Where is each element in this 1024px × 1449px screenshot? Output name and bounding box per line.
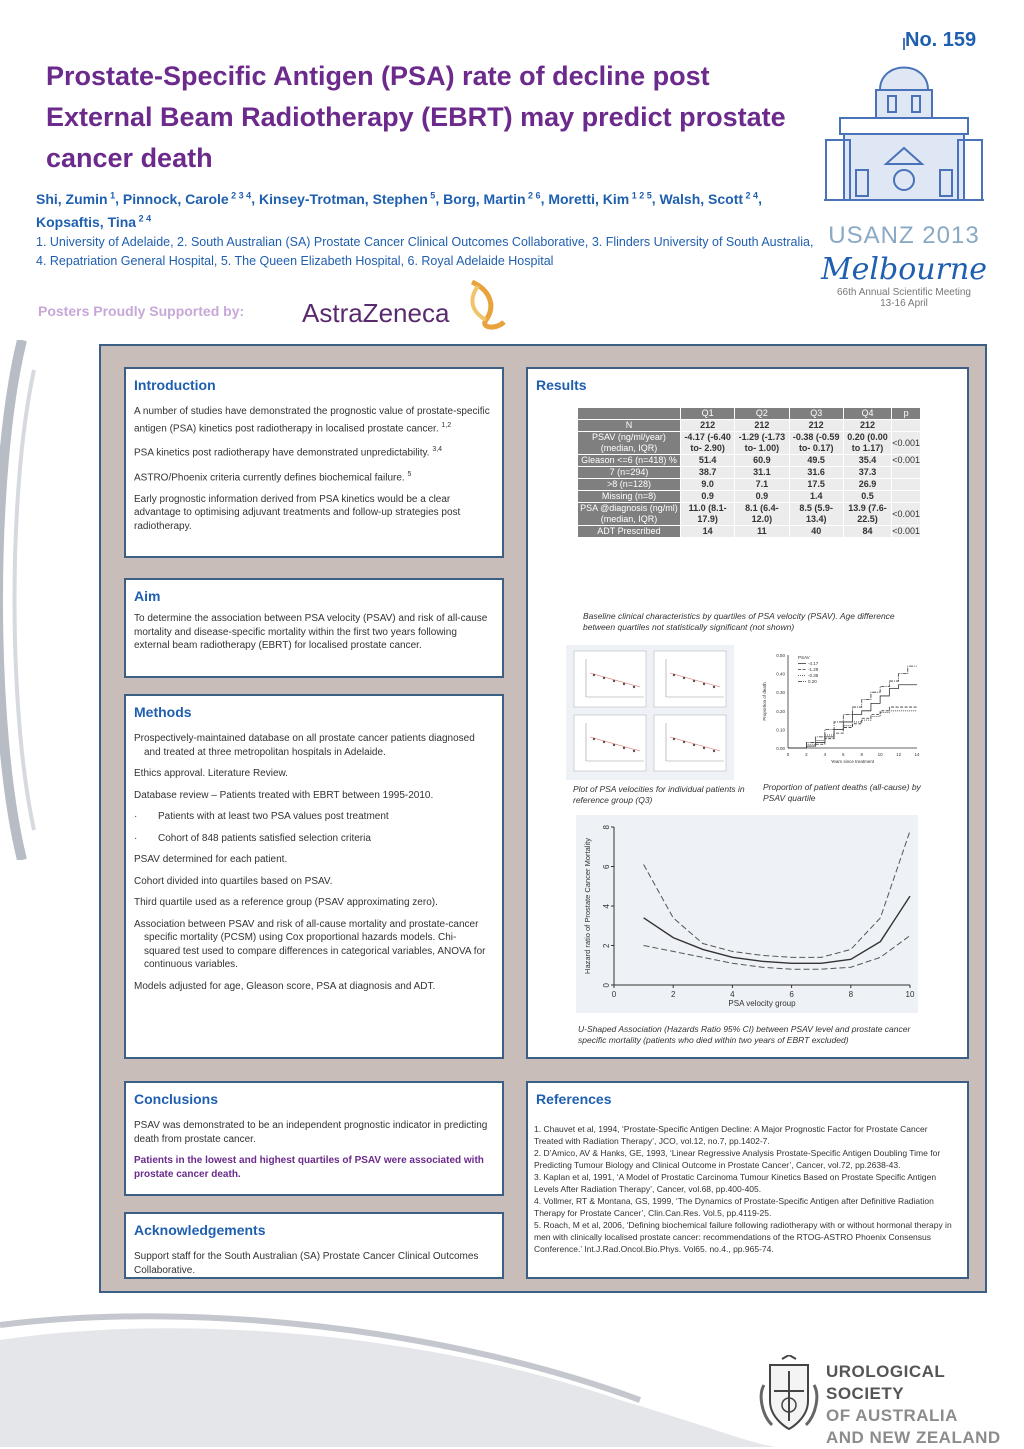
conclusions-highlight: Patients in the lowest and highest quartiles of PSAV were associated with prostate cancer death.: [134, 1155, 484, 1180]
usanz-2013-logo: [820, 30, 988, 320]
table-row-label: PSA @diagnosis (ng/ml) (median, IQR): [578, 503, 681, 526]
table-caption: Baseline clinical characteristics by quartiles of PSA velocity (PSAV). Age difference between quartiles not statistically significant (not shown): [583, 611, 895, 632]
reference-item: 3. Kaplan et al, 1991, ‘A Model of Prostatic Carcinoma Tumour Kinetics Based on Prostate Specific Antigen Levels After Radiation Therapy’, Cancer, vol.68, pp.400-405.: [534, 1172, 937, 1194]
table-row: [578, 455, 921, 467]
y-tick-label: 0.20: [776, 708, 785, 714]
author-name: Kinsey-Trotman, Stephen: [258, 190, 428, 207]
table-cell: 1.4: [789, 491, 843, 503]
methods-bullet: · Cohort of 848 patients satisfied selection criteria: [134, 832, 492, 846]
intro-p1-ref: 1,2: [441, 421, 452, 429]
table-cell: 40: [789, 526, 843, 538]
intro-p3-ref: 5: [407, 471, 412, 479]
table-row-label: >8 (n=128): [578, 479, 681, 491]
mini-point: [613, 680, 615, 682]
introduction-heading: Introduction: [134, 377, 216, 393]
proportion-death-chart: [752, 645, 927, 785]
legend-entry: -0.38: [808, 673, 819, 678]
x-tick-label: 10: [877, 752, 883, 757]
usanz-crest-icon: [758, 1355, 820, 1437]
author-name: Borg, Martin: [443, 190, 526, 207]
table-cell: [892, 467, 921, 479]
x-tick-label: 8: [848, 990, 854, 999]
table-row-label: 7 (n=294): [578, 467, 681, 479]
table-row: [578, 420, 921, 432]
table-cell: 49.5: [789, 455, 843, 467]
table-row-label: N: [578, 420, 681, 432]
figure1-caption: Plot of PSA velocities for individual patients in reference group (Q3): [573, 784, 745, 805]
author: [123, 191, 251, 207]
mini-point: [693, 744, 695, 746]
introduction-text: [134, 405, 492, 541]
table-cell: 13.9 (7.6- 22.5): [843, 503, 891, 526]
table-cell: 7.1: [735, 479, 789, 491]
author: [548, 191, 651, 207]
methods-item: PSAV determined for each patient.: [134, 854, 288, 865]
methods-text: [134, 732, 492, 1001]
author: [259, 191, 435, 207]
mini-panel: [654, 715, 726, 771]
methods-item: Third quartile used as a reference group (PSAV approximating zero).: [134, 897, 438, 908]
intro-p2: [134, 443, 492, 460]
conclusions-text: [134, 1119, 492, 1189]
x-tick-label: 6: [789, 990, 794, 999]
aim-text: To determine the association between PSA velocity (PSAV) and risk of all-cause mortality and disease-specific mortality within the first two years following external beam radiotherapy (EBRT) for localised prostate cancer.: [134, 613, 488, 651]
reference-item: 4. Vollmer, RT & Montana, GS, 1999, ‘The Dynamics of Prostate-Specific Antigen after Definitive Radiation Therapy for Prostate Cancer’, Clin.Can.Res. Vol.5, pp.4119-25.: [534, 1196, 934, 1218]
sponsor-name: AstraZeneca: [302, 298, 450, 328]
table-cell: 51.4: [680, 455, 734, 467]
figure3-caption: U-Shaped Association (Hazards Ratio 95% CI) between PSAV level and prostate cancer specific mortality (patients who died within two years of EBRT excluded): [578, 1024, 911, 1045]
table-cell: 9.0: [680, 479, 734, 491]
table-cell: 0.20 (0.00 to 1.17): [843, 432, 891, 455]
mini-point: [623, 747, 625, 749]
table-header-cell: Q1: [680, 408, 734, 420]
methods-item: Prospectively-maintained database on all prostate cancer patients diagnosed and treated at three metropolitan hospitals in Adelaide.: [134, 733, 475, 758]
methods-item: Cohort divided into quartiles based on PSAV.: [134, 875, 333, 887]
meeting-dates: 13-16 April: [880, 298, 928, 309]
meeting-name: 66th Annual Scientific Meeting: [837, 287, 971, 298]
author-name: Shi, Zumin: [36, 190, 108, 207]
mini-point: [703, 683, 705, 685]
author-affiliation: 2 6: [525, 190, 541, 200]
intro-p2-ref: 3,4: [432, 446, 443, 454]
author-affiliation: 5: [427, 190, 436, 200]
table-row: [578, 432, 921, 455]
table-cell: 212: [843, 420, 891, 432]
table-header-cell: p: [892, 408, 921, 420]
y-tick-label: 8: [602, 825, 611, 830]
conference-name: USANZ 2013: [828, 222, 980, 249]
table-cell: <0.001: [892, 526, 920, 536]
mini-point: [603, 741, 605, 743]
mini-point: [683, 741, 685, 743]
table-cell: 8.5 (5.9- 13.4): [789, 503, 843, 526]
table-cell: -1.29 (-1.73 to- 1.00): [735, 432, 789, 455]
legend-entry: 0.20: [808, 679, 817, 684]
table-row: [578, 526, 921, 538]
y-axis-label: Proportion of death: [762, 682, 767, 721]
table-cell: 212: [735, 420, 789, 432]
mini-point: [593, 738, 595, 740]
references-heading: References: [536, 1091, 612, 1107]
mini-panel: [574, 715, 646, 771]
y-axis-label: Hazard ratio of Prostate Cancer Mortality: [583, 838, 592, 974]
table-cell: 11.0 (8.1- 17.9): [680, 503, 734, 526]
mini-point: [603, 677, 605, 679]
poster-number: No. 159: [905, 29, 977, 51]
table-row: [578, 467, 921, 479]
table-row-label: Missing (n=8): [578, 491, 681, 503]
intro-p4: Early prognostic information derived from PSA kinetics would be a clear advantage to optimising adjuvant treatments and follow-up strategies post radiotherapy.: [134, 493, 461, 532]
mini-point: [693, 680, 695, 682]
table-cell: 11: [735, 526, 789, 538]
table-cell: 212: [789, 420, 843, 432]
mini-point: [673, 738, 675, 740]
table-cell: [892, 420, 921, 432]
author-name: Walsh, Scott: [659, 190, 744, 207]
table-cell: 0.5: [843, 491, 891, 503]
y-tick-label: 0.30: [776, 690, 785, 696]
table-header-cell: Q2: [735, 408, 789, 420]
x-tick-label: 0: [611, 990, 617, 999]
methods-item: Database review – Patients treated with EBRT between 1995-2010.: [134, 789, 434, 801]
table-cell: 38.7: [680, 467, 734, 479]
table-cell: 84: [843, 526, 891, 538]
table-cell: 14: [680, 526, 734, 538]
table-cell: [892, 491, 921, 503]
table-header-cell: [578, 408, 681, 420]
mini-point: [613, 744, 615, 746]
mini-point: [713, 750, 715, 752]
conclusions-panel: [124, 1081, 504, 1196]
y-tick-label: 4: [602, 904, 611, 909]
x-tick-label: 2: [805, 752, 808, 757]
table-cell: 31.1: [735, 467, 789, 479]
y-tick-label: 0: [602, 983, 611, 988]
intro-p1-text: A number of studies have demonstrated the prognostic value of prostate-specific antigen (PSA) kinetics post radiotherapy in localised prostate cancer.: [134, 406, 490, 434]
table-cell: 35.4: [843, 455, 891, 467]
mini-point: [703, 747, 705, 749]
x-tick-label: 4: [823, 752, 827, 757]
y-tick-label: 0.50: [776, 653, 785, 658]
x-tick-label: 6: [842, 752, 845, 757]
y-tick-label: 0.10: [776, 727, 785, 733]
author-name: Moretti, Kim: [548, 190, 630, 207]
exhibition-building-icon: [820, 30, 988, 220]
author: [36, 191, 115, 207]
chart-background: [576, 815, 918, 1013]
mini-panel: [654, 651, 726, 707]
references-list: [534, 1123, 954, 1255]
mini-point: [593, 674, 595, 676]
mini-point: [633, 750, 635, 752]
author-name: Pinnock, Carole: [122, 190, 229, 207]
table-cell: 37.3: [843, 467, 891, 479]
methods-panel: [124, 694, 504, 1059]
table-row: [578, 491, 921, 503]
author-affiliation: 1 2 5: [629, 190, 652, 200]
x-axis-label: Years since treatment: [830, 759, 875, 764]
introduction-panel: [124, 367, 504, 558]
mini-panel: [574, 651, 646, 707]
methods-item: Ethics approval. Literature Review.: [134, 768, 288, 779]
author-list: Shi, Zumin $^1$, Pinnock, Carole $^{2 3 4}$, Kinsey-Trotman, Stephen $^5$, Borg, Martin $^{2 6}$, Moretti, Kim $^{1 2 5}$, Walsh, Scott $^{2 4}$, Kopsaftis, Tina $^{2 4}$: [36, 190, 762, 231]
chart-background: [752, 645, 927, 785]
conference-meeting: [820, 287, 988, 309]
author-affiliation: 2 4: [136, 213, 152, 224]
society-name: [826, 1361, 1024, 1449]
reference-item: 5. Roach, M et al, 2006, ‘Defining biochemical failure following radiotherapy with or without hormonal therapy in men with clinically localised prostate cancer: recommendations of the RTOG-ASTRO Phoenix Consensus Conference.’ Int.J.Rad.Oncol.Bio.Phys. Vol65. no.4., pp.965-74.: [534, 1220, 952, 1254]
x-tick-label: 0: [786, 752, 790, 757]
author: [443, 191, 540, 207]
mini-point: [673, 674, 675, 676]
table-cell: 8.1 (6.4- 12.0): [735, 503, 789, 526]
legend-title: PSAV: [798, 655, 810, 660]
table-cell: [892, 479, 921, 491]
acknowledgements-heading: Acknowledgements: [134, 1222, 266, 1238]
methods-bullet: · Patients with at least two PSA values post treatment: [134, 810, 492, 824]
society-line2: OF AUSTRALIA: [826, 1406, 958, 1425]
x-tick-label: 10: [905, 990, 915, 999]
table-row: [578, 479, 921, 491]
table-cell: 212: [680, 420, 734, 432]
baseline-table: [577, 407, 921, 538]
table-cell: <0.001: [892, 455, 920, 465]
author-affiliation: 1: [107, 190, 116, 200]
table-cell: -4.17 (-6.40 to- 2.90): [680, 432, 734, 455]
intro-p3-text: ASTRO/Phoenix criteria currently defines biochemical failure.: [134, 472, 405, 484]
y-tick-label: 2: [602, 943, 611, 948]
conclusions-heading: Conclusions: [134, 1091, 219, 1107]
table-cell: <0.001: [892, 503, 921, 526]
table-cell: 0.9: [680, 491, 734, 503]
mini-point: [623, 683, 625, 685]
legend-entry: -1.29: [808, 667, 819, 672]
table-row-label: ADT Prescribed: [578, 526, 681, 538]
table-row-label: Gleason <=6 (n=418) %: [578, 455, 681, 467]
table-cell: -0.38 (-0.59 to- 0.17): [789, 432, 843, 455]
x-tick-label: 2: [670, 990, 676, 999]
author-affiliation: 2 4: [743, 190, 759, 200]
table-row-label: PSAV (ng/ml/year) (median, IQR): [578, 432, 681, 455]
figure2-caption: Proportion of patient deaths (all-cause) by PSAV quartile: [763, 782, 921, 803]
author: [36, 214, 151, 230]
methods-heading: Methods: [134, 704, 192, 720]
mini-point: [683, 677, 685, 679]
table-cell: 17.5: [789, 479, 843, 491]
affiliations: 1. University of Adelaide, 2. South Australian (SA) Prostate Cancer Clinical Outcomes Collaborative, 3. Flinders University of South Australia, 4. Repatriation General Hospital, 5. The Queen Elizabeth Hospital, 6. Royal Adelaide Hospital: [36, 235, 814, 268]
x-tick-label: 12: [896, 752, 902, 757]
x-axis-label: PSA velocity group: [728, 999, 796, 1008]
hazard-ratio-chart: [576, 815, 918, 1013]
table-cell: 26.9: [843, 479, 891, 491]
table-header-cell: Q4: [843, 408, 891, 420]
y-tick-label: 6: [602, 864, 611, 869]
society-line1: UROLOGICAL SOCIETY: [826, 1362, 945, 1403]
acknowledgements-text: Support staff for the South Australian (SA) Prostate Cancer Clinical Outcomes Collaborative.: [134, 1251, 479, 1276]
methods-item: Models adjusted for age, Gleason score, PSA at diagnosis and ADT.: [134, 980, 436, 992]
author-name: Kopsaftis, Tina: [36, 214, 137, 231]
aim-panel: [124, 578, 504, 678]
intro-p1: [134, 405, 492, 435]
table-cell: 0.9: [735, 491, 789, 503]
table-header-cell: Q3: [789, 408, 843, 420]
conclusions-body: PSAV was demonstrated to be an independent prognostic indicator in predicting death from prostate cancer.: [134, 1120, 488, 1145]
x-tick-label: 4: [730, 990, 735, 999]
acknowledgements-panel: [124, 1212, 504, 1279]
reference-item: 2. D’Amico, AV & Hanks, GE, 1993, ‘Linear Regressive Analysis Prostate-Specific Antigen Doubling Time for Predicting Tumour Biology and Clinical Outcome in Prostate Cancer’, Cancer, vol.72, pp.2638-43.: [534, 1148, 941, 1170]
methods-item: Association between PSAV and risk of all-cause mortality and prostate-cancer specific mortality (PCSM) using Cox proportional hazards models. Chi-squared test used to compare differences in categorical variables, ANOVA for continuous variables.: [134, 918, 486, 970]
mini-point: [713, 686, 715, 688]
results-heading: Results: [536, 377, 587, 393]
author: [660, 191, 759, 207]
table-row: [578, 503, 921, 526]
table-cell: 31.6: [789, 467, 843, 479]
mini-point: [633, 686, 635, 688]
reference-item: 1. Chauvet et al, 1994, ‘Prostate-Specific Antigen Decline: A Major Prognostic Factor for Prostate Cancer Treated with Radiation Therapy’, JCO, vol.12, no.7, pp.1402-7.: [534, 1124, 928, 1146]
decorative-arc: [0, 340, 40, 860]
x-tick-label: 8: [860, 752, 863, 757]
support-label: Posters Proudly Supported by:: [38, 303, 245, 319]
table-cell: 60.9: [735, 455, 789, 467]
aim-heading: Aim: [134, 588, 161, 604]
y-tick-label: 0.40: [776, 671, 785, 677]
poster-title: Prostate-Specific Antigen (PSA) rate of decline post External Beam Radiotherapy (EBRT) may predict prostate cancer death: [46, 61, 786, 173]
y-tick-label: 0.00: [776, 746, 785, 751]
table-cell: <0.001: [892, 432, 921, 455]
legend-entry: -4.17: [808, 661, 819, 666]
intro-p3: [134, 468, 492, 485]
psa-velocity-panels-figure: [566, 645, 734, 780]
author-affiliation: 2 3 4: [228, 190, 252, 200]
intro-p2-text: PSA kinetics post radiotherapy have demonstrated unpredictability.: [134, 447, 430, 459]
astrazeneca-logo: [300, 276, 510, 332]
x-tick-label: 14: [914, 752, 920, 757]
society-line3: AND NEW ZEALAND: [826, 1428, 1001, 1447]
conference-city: Melbourne: [820, 252, 988, 287]
